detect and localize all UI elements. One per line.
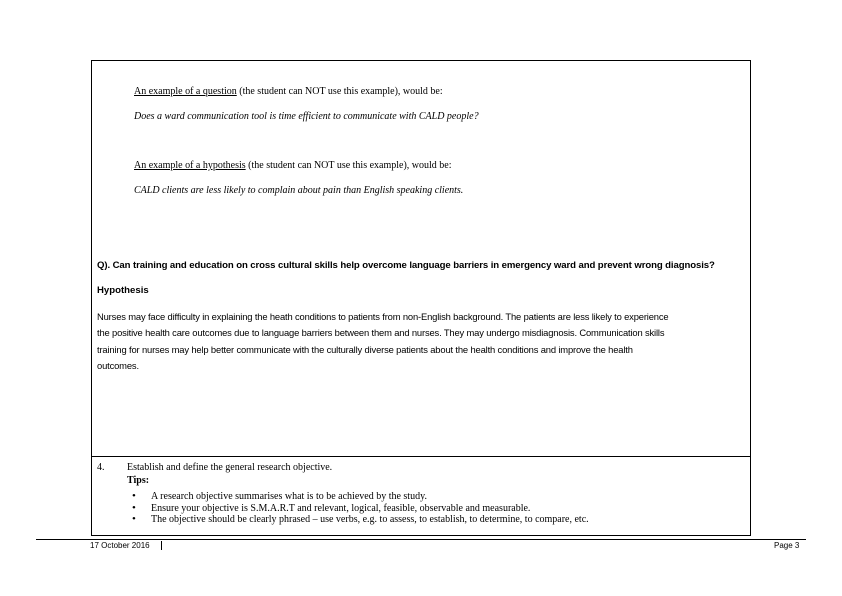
question-example-note: (the student can NOT use this example), would be: [236,86,443,97]
list-item: • Ensure your objective is S.M.A.R.T and relevant, logical, feasible, observable and measurable. [132,503,589,515]
question-example-link: An example of a question [134,86,237,97]
hypothesis-example-note: (the student can NOT use this example), would be: [245,160,452,171]
list-item: • The objective should be clearly phrased – use verbs, e.g. to assess, to establish, to determine, to compare, etc. [132,514,589,526]
research-question: Q). Can training and education on cross cultural skills help overcome language barriers in emergency ward and prevent wrong diagnosis? [97,260,715,271]
question-example-line [134,86,443,97]
hypothesis-body [97,309,745,374]
objective-heading: Establish and define the general research objective. [127,462,333,473]
tips-label: Tips: [127,475,150,486]
list-item: • A research objective summarises what is to be achieved by the study. [132,491,589,503]
section-divider [92,456,750,457]
question-example-text: Does a ward communication tool is time efficient to communicate with CALD people? [134,111,479,122]
page-number: Page 3 [774,541,800,550]
hypothesis-line: outcomes. [97,359,139,371]
footer-rule [36,539,806,540]
objective-number: 4. [97,462,105,473]
footer-separator [161,541,162,550]
hypothesis-example-text: CALD clients are less likely to complain about pain than English speaking clients. [134,185,464,196]
footer-date: 17 October 2016 [90,541,150,550]
hypothesis-line: training for nurses may help better communicate with the culturally diverse patients about the health conditions and improve the health [97,343,633,355]
hypothesis-heading: Hypothesis [97,285,149,296]
hypothesis-example-link: An example of a hypothesis [134,160,246,171]
tips-list [132,491,589,526]
content-table [91,60,751,536]
hypothesis-example-line [134,160,452,171]
hypothesis-line: the positive health care outcomes due to language barriers between them and nurses. They may undergo misdiagnosis. Communication skills [97,327,665,339]
hypothesis-line: Nurses may face difficulty in explaining the heath conditions to patients from non-English background. The patients are less likely to experience [97,311,669,322]
